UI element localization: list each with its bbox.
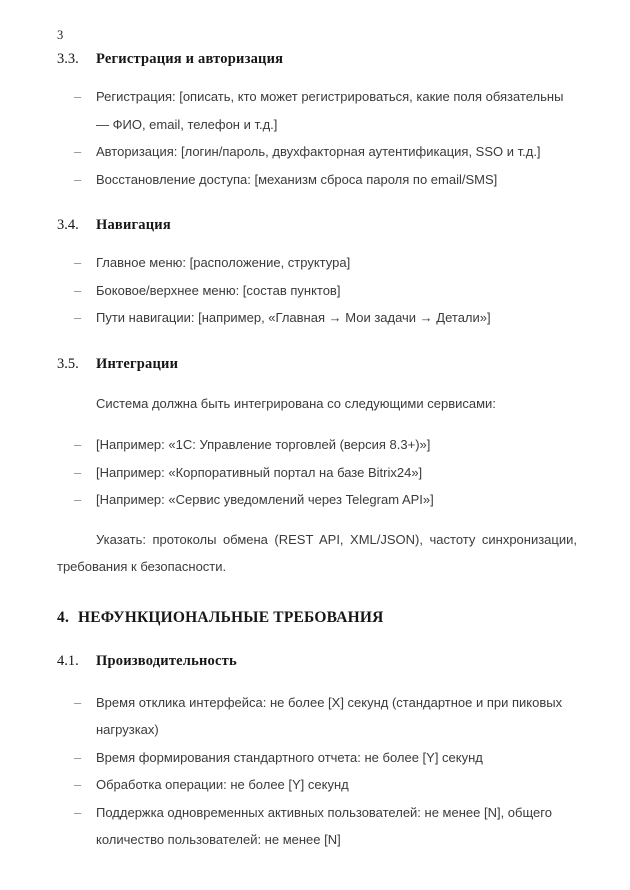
- section-3-4-heading: [57, 215, 577, 235]
- bullet-list: [57, 249, 577, 332]
- text-line: требования к безопасности.: [57, 559, 227, 574]
- bullet-marker: –: [74, 282, 82, 298]
- text-line: [Например: «Сервис уведомлений через Telegram API»]: [96, 492, 434, 507]
- bullet-marker: –: [74, 804, 82, 820]
- text-line: Поддержка одновременных активных пользователей: не менее [N], общего: [96, 804, 552, 820]
- bullet-marker: –: [74, 437, 82, 452]
- list-item-text: [96, 771, 577, 799]
- outro-paragraph: [57, 526, 577, 581]
- text-line: Время отклика интерфейса: не более [X] секунд (стандартное и при пиковых: [96, 694, 563, 710]
- list-item: [57, 138, 577, 166]
- text-line: нагрузках): [96, 722, 159, 737]
- text-line: Главное меню: [расположение, структура]: [96, 255, 351, 270]
- bullet-marker: –: [74, 694, 82, 710]
- bullet-marker: –: [74, 255, 82, 270]
- list-item: [57, 771, 577, 799]
- list-item-text: [96, 744, 577, 772]
- list-item: [57, 799, 577, 854]
- list-item-text: [96, 166, 577, 194]
- section-number: 3.5.: [57, 355, 79, 372]
- section-title: Интеграции: [96, 355, 179, 372]
- list-item: [57, 249, 577, 277]
- list-item-text: [96, 431, 577, 459]
- text-line: Восстановление доступа: [механизм сброса пароля по email/SMS]: [96, 171, 498, 187]
- text-line: Авторизация: [логин/пароль, двухфакторная аутентификация, SSO и т.д.]: [96, 144, 541, 159]
- text-line: Обработка операции: не более [Y] секунд: [96, 777, 349, 792]
- bullet-marker: –: [74, 89, 82, 104]
- bullet-marker: –: [74, 492, 82, 507]
- list-item: [57, 166, 577, 194]
- chapter-number: 4.: [57, 608, 70, 626]
- list-item-text: [96, 138, 577, 166]
- section-3-3-heading: [57, 49, 577, 69]
- list-item: [57, 277, 577, 305]
- list-item-text: [96, 277, 577, 305]
- section-number: 3.4.: [57, 217, 79, 233]
- text-line: [Например: «1С: Управление торговлей (версия 8.3+)»]: [96, 437, 431, 452]
- list-item-text: [96, 689, 577, 744]
- list-item: [57, 744, 577, 772]
- bullet-marker: –: [74, 464, 82, 480]
- list-item-text: [96, 304, 577, 332]
- section-3-5-heading: [57, 354, 577, 374]
- list-item-text: [96, 459, 577, 487]
- list-item-text: [96, 83, 577, 138]
- text-line: Время формирования стандартного отчета: не более [Y] секунд: [96, 749, 483, 765]
- chapter-title: НЕФУНКЦИОНАЛЬНЫЕ ТРЕБОВАНИЯ: [78, 608, 384, 626]
- bullet-marker: –: [74, 144, 82, 159]
- chapter-4-heading: [57, 607, 577, 629]
- section-4-1-heading: [57, 651, 577, 671]
- section-title: Регистрация и авторизация: [96, 51, 284, 67]
- list-item-text: [96, 486, 577, 514]
- text-line: Боковое/верхнее меню: [состав пунктов]: [96, 282, 341, 298]
- bullet-list: [57, 83, 577, 193]
- list-item-text: [96, 249, 577, 277]
- text-line: [Например: «Корпоративный портал на базе Bitrix24»]: [96, 464, 423, 480]
- text-line: — ФИО, email, телефон и т.д.]: [96, 116, 278, 132]
- section-title: Производительность: [96, 652, 237, 669]
- list-item: [57, 689, 577, 744]
- bullet-marker: –: [74, 171, 82, 187]
- section-number: 3.3.: [57, 51, 79, 67]
- list-item: [57, 431, 577, 459]
- page-number: 3: [57, 28, 64, 42]
- bullet-list: [57, 431, 577, 514]
- bullet-marker: –: [74, 310, 82, 325]
- intro-paragraph: Система должна быть интегрирована со следующими сервисами:: [96, 395, 496, 411]
- section-number: 4.1.: [57, 652, 79, 669]
- text-line: количество пользователей: не менее [N]: [96, 832, 341, 847]
- bullet-marker: –: [74, 777, 82, 792]
- list-item: [57, 486, 577, 514]
- text-line: Регистрация: [описать, кто может регистрироваться, какие поля обязательны: [96, 89, 564, 104]
- text-line: Указать: протоколы обмена (REST API, XML/JSON), частоту синхронизации,: [96, 531, 577, 547]
- bullet-list: [57, 689, 577, 854]
- list-item: [57, 304, 577, 332]
- text-line: Пути навигации: [например, «Главная → Мои задачи → Детали»]: [96, 310, 491, 325]
- list-item: [57, 459, 577, 487]
- bullet-marker: –: [74, 749, 82, 765]
- list-item: [57, 83, 577, 138]
- list-item-text: [96, 799, 577, 854]
- section-title: Навигация: [96, 217, 171, 233]
